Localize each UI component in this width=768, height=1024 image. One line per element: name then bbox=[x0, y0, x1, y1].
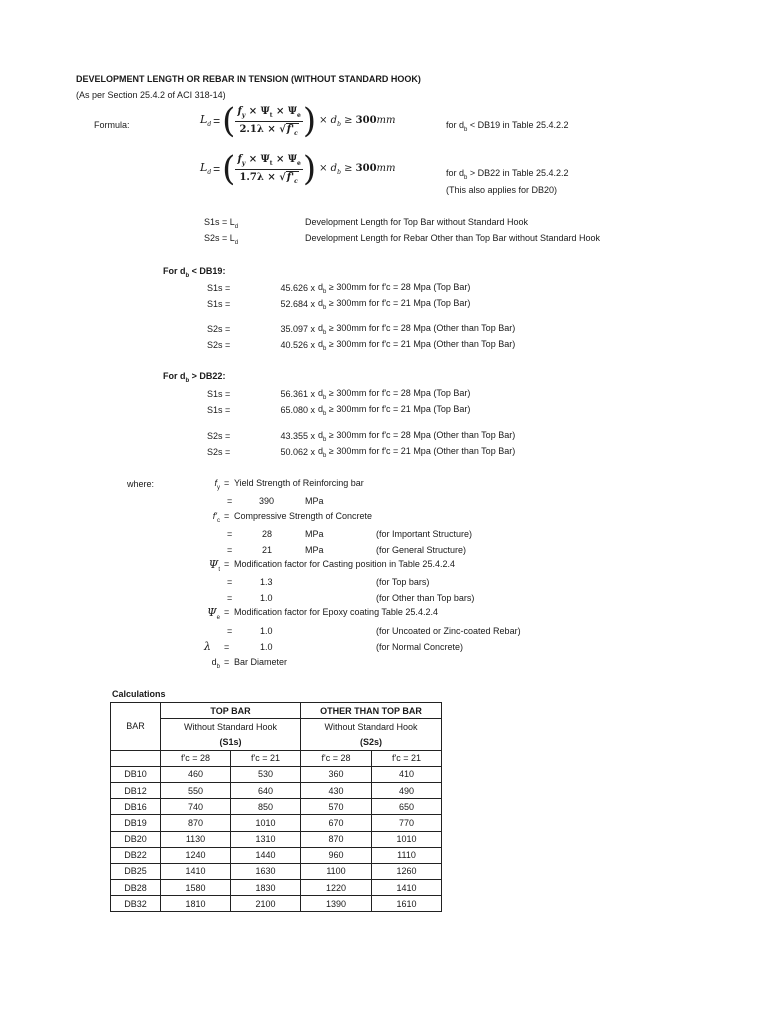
group-1-row-2-text: $d_b \ge 300mm$ for f'c = 21 Mpa (Top Bar) bbox=[318, 298, 471, 311]
group-2-row-3-label: S2s = bbox=[207, 431, 231, 441]
group-2-row-4-text: $d_b \ge 300mm$ for f'c = 21 Mpa (Other than Top Bar) bbox=[318, 446, 516, 459]
table-cell: 1410 bbox=[372, 880, 442, 896]
definition-s2s-text: Development Length for Rebar Other than Top Bar without Standard Hook bbox=[305, 233, 601, 243]
bar-size: DB25 bbox=[111, 863, 161, 879]
formula-label: Formula: bbox=[94, 120, 130, 130]
where-fc-text: Compressive Strength of Concrete bbox=[234, 511, 373, 521]
where-label: where: bbox=[127, 479, 155, 489]
header-top-fc28: f'c = 28 bbox=[161, 750, 231, 766]
where-fc21-note: (for General Structure) bbox=[376, 545, 467, 555]
table-cell: 670 bbox=[301, 815, 372, 831]
table-cell: 1830 bbox=[231, 880, 301, 896]
where-lambda-eq: = bbox=[224, 642, 230, 652]
group-1-row-3-value: 35.097 x bbox=[280, 324, 315, 334]
page-subtitle: (As per Section 25.4.2 of ACI 318-14) bbox=[76, 90, 226, 100]
calculations-title: Calculations bbox=[112, 689, 166, 699]
formula-1-coef: 2.1λ bbox=[239, 123, 264, 135]
table-row bbox=[111, 880, 442, 896]
where-db-symbol: $d_b$ bbox=[211, 657, 220, 670]
table-cell: 550 bbox=[161, 782, 231, 798]
where-psi-t-eq: = bbox=[224, 559, 230, 569]
header-other-without-hook: Without Standard Hook bbox=[301, 719, 442, 735]
where-fy-eq: = bbox=[224, 478, 230, 488]
where-psi-t-other-eq: = bbox=[227, 593, 233, 603]
group-1-row-4-label: S2s = bbox=[207, 340, 231, 350]
header-other-bar: OTHER THAN TOP BAR bbox=[301, 703, 442, 719]
header-s1s: (S1s) bbox=[161, 734, 301, 750]
page-title: DEVELOPMENT LENGTH OR REBAR IN TENSION (WITHOUT STANDARD HOOK) bbox=[76, 74, 421, 84]
where-fc28-value: 28 bbox=[262, 529, 273, 539]
where-fy-value-eq: = bbox=[227, 496, 233, 506]
table-cell: 870 bbox=[301, 831, 372, 847]
where-psi-t-symbol: $\Psi_t$ bbox=[208, 558, 220, 573]
formula-2-note2: (This also applies for DB20) bbox=[446, 185, 558, 195]
table-cell: 410 bbox=[372, 766, 442, 782]
formula-1: $L_d$ = ( $\frac{f_y \times \Psi_t \times \Psi_e}{2.1\lambda \times √f'_c}$ ) × $d_b \ge 300mm$ bbox=[200, 101, 396, 141]
header-other-fc21: f'c = 21 bbox=[372, 750, 442, 766]
definition-s1s-symbol: $S1s = L_d$ bbox=[204, 217, 239, 230]
where-psi-e-symbol: $\Psi_e$ bbox=[207, 606, 220, 621]
header-other-fc28: f'c = 28 bbox=[301, 750, 372, 766]
calculations-table bbox=[110, 702, 442, 912]
group-2-row-1-value: 56.361 x bbox=[280, 389, 315, 399]
table-cell: 1010 bbox=[372, 831, 442, 847]
where-fy-symbol: $f_y$ bbox=[214, 478, 220, 491]
table-cell: 490 bbox=[372, 782, 442, 798]
where-fc21-value: 21 bbox=[262, 545, 273, 555]
header-bar: BAR bbox=[111, 703, 161, 751]
header-blank bbox=[111, 750, 161, 766]
table-row bbox=[111, 799, 442, 815]
table-cell: 640 bbox=[231, 782, 301, 798]
where-lambda-value: 1.0 bbox=[260, 642, 273, 652]
table-cell: 1260 bbox=[372, 863, 442, 879]
bar-size: DB19 bbox=[111, 815, 161, 831]
group-2-row-2-label: S1s = bbox=[207, 405, 231, 415]
where-fc21-unit: MPa bbox=[305, 545, 324, 555]
formula-2: $L_d$ = ( $\frac{f_y \times \Psi_t \times \Psi_e}{1.7\lambda \times √f'_c}$ ) × $d_b \ge 300mm$ bbox=[200, 149, 396, 189]
where-psi-t-top-eq: = bbox=[227, 577, 233, 587]
where-psi-t-other-note: (for Other than Top bars) bbox=[376, 593, 475, 603]
table-row bbox=[111, 766, 442, 782]
where-fc-symbol: $f'_c$ bbox=[212, 511, 220, 524]
where-psi-e-eq: = bbox=[224, 607, 230, 617]
header-top-fc21: f'c = 21 bbox=[231, 750, 301, 766]
bar-size: DB28 bbox=[111, 880, 161, 896]
table-cell: 460 bbox=[161, 766, 231, 782]
where-psi-e-note: (for Uncoated or Zinc-coated Rebar) bbox=[376, 626, 521, 636]
header-top-without-hook: Without Standard Hook bbox=[161, 719, 301, 735]
group-2-heading: For $d_b > DB22$: bbox=[163, 371, 226, 384]
bar-size: DB32 bbox=[111, 896, 161, 912]
group-1-heading: For $d_b < DB19$: bbox=[163, 266, 226, 279]
group-2-row-4-label: S2s = bbox=[207, 447, 231, 457]
where-lambda-symbol: λ bbox=[204, 640, 211, 653]
bar-size: DB10 bbox=[111, 766, 161, 782]
formula-2-note: for $d_b > DB22$ in Table 25.4.2.2 bbox=[446, 168, 569, 181]
where-fc28-eq: = bbox=[227, 529, 233, 539]
where-psi-t-text: Modification factor for Casting position in Table 25.4.2.4 bbox=[234, 559, 455, 569]
table-cell: 870 bbox=[161, 815, 231, 831]
group-2-row-3-text: $d_b \ge 300mm$ for f'c = 28 Mpa (Other than Top Bar) bbox=[318, 430, 516, 443]
group-1-row-4-text: $d_b \ge 300mm$ for f'c = 21 Mpa (Other than Top Bar) bbox=[318, 339, 516, 352]
where-fc-eq: = bbox=[224, 511, 230, 521]
group-2-row-4-value: 50.062 x bbox=[280, 447, 315, 457]
where-fc28-unit: MPa bbox=[305, 529, 324, 539]
table-cell: 1110 bbox=[372, 847, 442, 863]
where-fy-value: 390 bbox=[259, 496, 275, 506]
bar-size: DB20 bbox=[111, 831, 161, 847]
table-cell: 1240 bbox=[161, 847, 231, 863]
formula-1-note: for $d_b < DB19$ in Table 25.4.2.2 bbox=[446, 120, 569, 133]
header-s2s: (S2s) bbox=[301, 734, 442, 750]
header-top-bar: TOP BAR bbox=[161, 703, 301, 719]
group-1-row-2-label: S1s = bbox=[207, 299, 231, 309]
group-2-row-1-text: $d_b \ge 300mm$ for f'c = 28 Mpa (Top Bar) bbox=[318, 388, 471, 401]
group-2-row-2-text: $d_b \ge 300mm$ for f'c = 21 Mpa (Top Bar) bbox=[318, 404, 471, 417]
where-fy-text: Yield Strength of Reinforcing bar bbox=[234, 478, 364, 488]
table-row bbox=[111, 782, 442, 798]
group-1-row-4-value: 40.526 x bbox=[280, 340, 315, 350]
where-psi-e-value: 1.0 bbox=[260, 626, 273, 636]
bar-size: DB12 bbox=[111, 782, 161, 798]
definition-s2s-symbol: $S2s = L_d$ bbox=[204, 233, 239, 246]
table-cell: 960 bbox=[301, 847, 372, 863]
group-1-row-1-value: 45.626 x bbox=[280, 283, 315, 293]
table-row bbox=[111, 896, 442, 912]
table-cell: 530 bbox=[231, 766, 301, 782]
group-2-row-3-value: 43.355 x bbox=[280, 431, 315, 441]
definition-s1s-text: Development Length for Top Bar without Standard Hook bbox=[305, 217, 528, 227]
formula-2-coef: 1.7λ bbox=[239, 171, 264, 183]
table-cell: 1130 bbox=[161, 831, 231, 847]
table-cell: 1610 bbox=[372, 896, 442, 912]
bar-size: DB22 bbox=[111, 847, 161, 863]
table-cell: 1220 bbox=[301, 880, 372, 896]
table-cell: 1410 bbox=[161, 863, 231, 879]
table-cell: 1010 bbox=[231, 815, 301, 831]
table-cell: 570 bbox=[301, 799, 372, 815]
group-1-row-3-text: $d_b \ge 300mm$ for f'c = 28 Mpa (Other than Top Bar) bbox=[318, 323, 516, 336]
table-row bbox=[111, 815, 442, 831]
table-cell: 1440 bbox=[231, 847, 301, 863]
table-cell: 740 bbox=[161, 799, 231, 815]
table-row bbox=[111, 831, 442, 847]
table-cell: 2100 bbox=[231, 896, 301, 912]
group-1-row-3-label: S2s = bbox=[207, 324, 231, 334]
bar-size: DB16 bbox=[111, 799, 161, 815]
where-psi-t-top-value: 1.3 bbox=[260, 577, 273, 587]
table-cell: 1390 bbox=[301, 896, 372, 912]
where-db-eq: = bbox=[224, 657, 230, 667]
where-fc28-note: (for Important Structure) bbox=[376, 529, 473, 539]
table-row bbox=[111, 847, 442, 863]
table-cell: 850 bbox=[231, 799, 301, 815]
table-cell: 430 bbox=[301, 782, 372, 798]
table-cell: 1810 bbox=[161, 896, 231, 912]
group-1-row-2-value: 52.684 x bbox=[280, 299, 315, 309]
where-db-text: Bar Diameter bbox=[234, 657, 288, 667]
where-fy-unit: MPa bbox=[305, 496, 324, 506]
table-cell: 1100 bbox=[301, 863, 372, 879]
group-2-row-1-label: S1s = bbox=[207, 389, 231, 399]
table-cell: 1310 bbox=[231, 831, 301, 847]
where-lambda-note: (for Normal Concrete) bbox=[376, 642, 464, 652]
where-psi-t-top-note: (for Top bars) bbox=[376, 577, 430, 587]
where-psi-t-other-value: 1.0 bbox=[260, 593, 273, 603]
table-cell: 770 bbox=[372, 815, 442, 831]
where-psi-e-text: Modification factor for Epoxy coating Table 25.4.2.4 bbox=[234, 607, 438, 617]
group-2-row-2-value: 65.080 x bbox=[280, 405, 315, 415]
where-fc21-eq: = bbox=[227, 545, 233, 555]
table-cell: 650 bbox=[372, 799, 442, 815]
table-cell: 360 bbox=[301, 766, 372, 782]
group-1-row-1-label: S1s = bbox=[207, 283, 231, 293]
table-cell: 1580 bbox=[161, 880, 231, 896]
table-cell: 1630 bbox=[231, 863, 301, 879]
where-psi-e-value-eq: = bbox=[227, 626, 233, 636]
group-1-row-1-text: $d_b \ge 300mm$ for f'c = 28 Mpa (Top Bar) bbox=[318, 282, 471, 295]
table-row bbox=[111, 863, 442, 879]
